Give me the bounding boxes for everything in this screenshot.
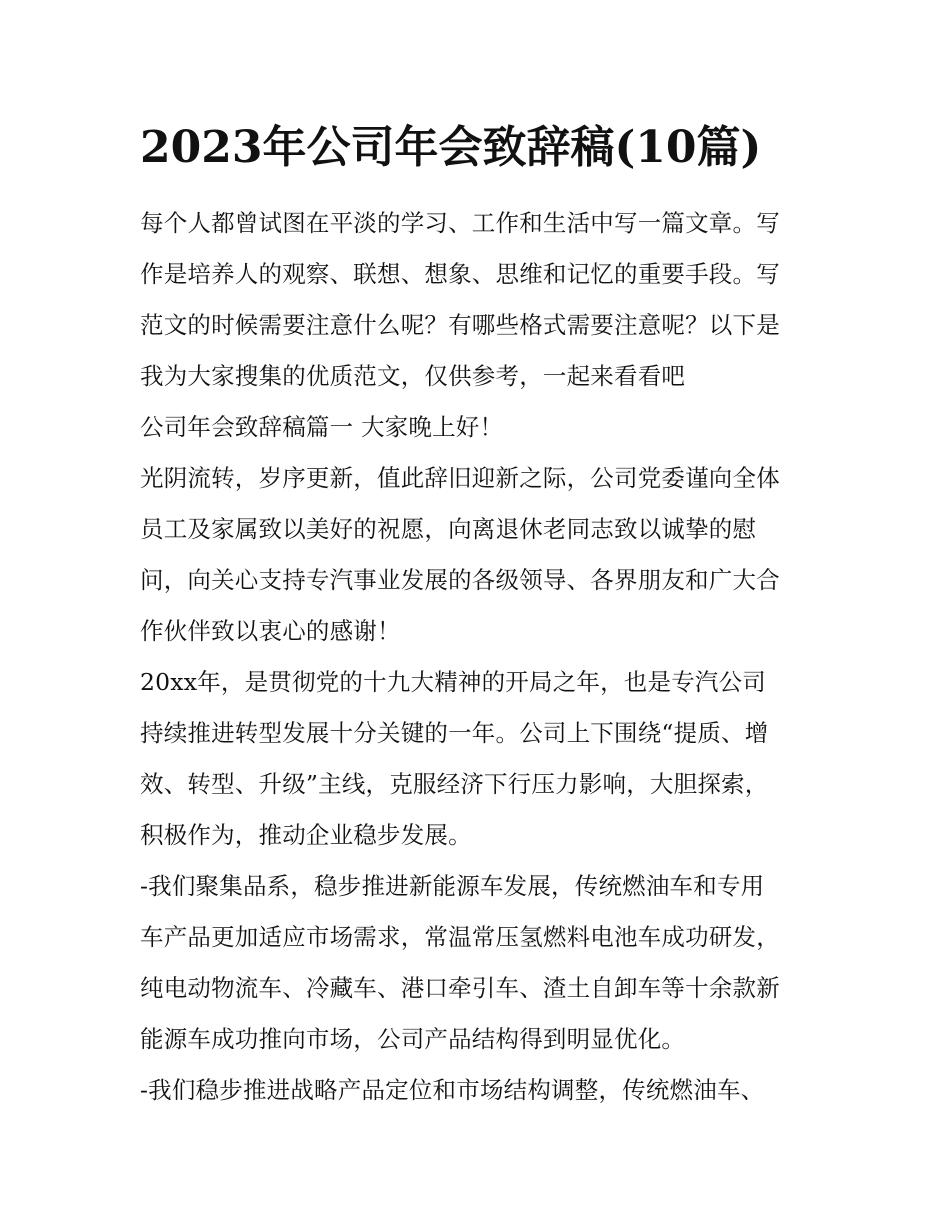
text-line: 光阴流转，岁序更新，值此辞旧迎新之际，公司党委谨向全体 — [140, 464, 780, 492]
text-line: 效、转型、升级”主线，克服经济下行压力影响，大胆探索， — [140, 770, 769, 798]
text-line: 作伙伴致以衷心的感谢！ — [140, 617, 401, 645]
text-line: 积极作为，推动企业稳步发展。 — [140, 821, 472, 849]
text-line: 20xx年，是贯彻党的十九大精神的开局之年，也是专汽公司 — [140, 668, 767, 696]
document-body — [140, 198, 820, 1116]
text-line: 我为大家搜集的优质范文，仅供参考，一起来看看吧 — [140, 362, 686, 390]
text-line: 问，向关心支持专汽事业发展的各级领导、各界朋友和广大合 — [140, 566, 780, 594]
text-line: 车产品更加适应市场需求，常温常压氢燃料电池车成功研发， — [140, 923, 780, 951]
document-title: 2023年公司年会致辞稿(10篇) — [140, 122, 762, 173]
text-line: 员工及家属致以美好的祝愿，向离退休老同志致以诚挚的慰 — [140, 515, 757, 543]
text-line: -我们聚集品系，稳步推进新能源车发展，传统燃油车和专用 — [140, 872, 765, 900]
text-line: 能源车成功推向市场，公司产品结构得到明显优化。 — [140, 1025, 686, 1053]
text-line: 持续推进转型发展十分关键的一年。公司上下围绕“提质、增 — [140, 719, 769, 747]
text-line: 纯电动物流车、冷藏车、港口牵引车、渣土自卸车等十余款新 — [140, 974, 780, 1002]
text-line: -我们稳步推进战略产品定位和市场结构调整，传统燃油车、 — [140, 1076, 765, 1104]
text-line: 作是培养人的观察、联想、想象、思维和记忆的重要手段。写 — [140, 260, 780, 288]
section-heading-line: 公司年会致辞稿篇一 大家晚上好！ — [140, 413, 504, 441]
text-line: 每个人都曾试图在平淡的学习、工作和生活中写一篇文章。写 — [140, 209, 780, 237]
text-line: 范文的时候需要注意什么呢？有哪些格式需要注意呢？以下是 — [140, 311, 780, 339]
